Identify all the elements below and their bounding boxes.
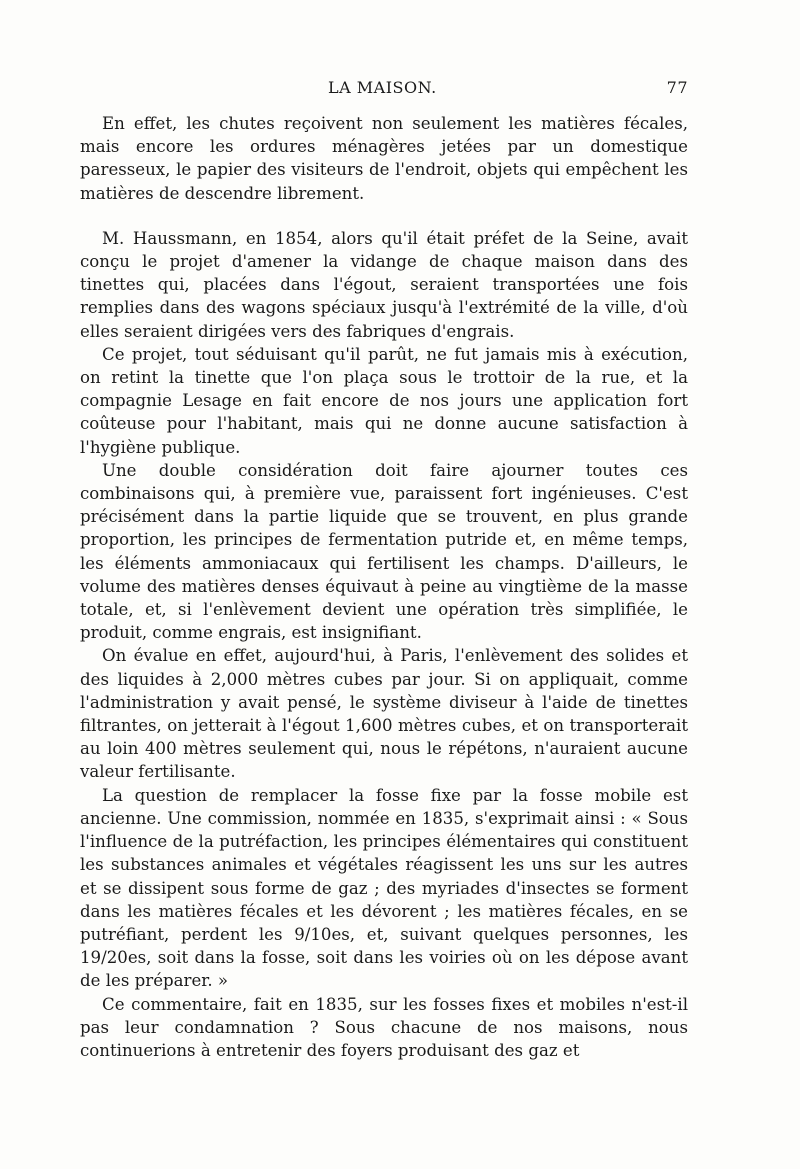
- paragraph-commission-1835: La question de remplacer la fosse fixe par la fosse mobile est ancienne. Une commission, nommée en 1835, s'exprimait ainsi : « Sous l'influence de la putréfaction, les principes élémentaires qui constituent les substances animales et végétales réagissent les uns sur les autres et se dissipent sous forme de gaz ; des myriades d'insectes se forment dans les matières fécales et les dévorent ; les matières fécales, en se putréfiant, perdent les 9/10es, et, suivant quelques personnes, les 19/20es, soit dans la fosse, soit dans les voiries où on les dépose avant de les préparer. »: [80, 785, 688, 991]
- body-text: [80, 112, 688, 1062]
- running-header: [80, 78, 688, 102]
- paragraph-commentaire: Ce commentaire, fait en 1835, sur les fosses fixes et mobiles n'est-il pas leur condamnation ? Sous chacune de nos maisons, nous continuerions à entretenir des foyers produisant des gaz et: [80, 994, 688, 1060]
- paragraph-projet: Ce projet, tout séduisant qu'il parût, ne fut jamais mis à exécution, on retint la tinette que l'on plaça sous le trottoir de la rue, et la compagnie Lesage en fait encore de nos jours une application fort coûteuse pour l'habitant, mais qui ne donne aucune satisfaction à l'hygiène publique.: [80, 344, 688, 457]
- paragraph-double-consideration: Une double considération doit faire ajourner toutes ces combinaisons qui, à première vue, paraissent fort ingénieuses. C'est précisément dans la partie liquide que se trouvent, en plus grande proportion, les principes de fermentation putride et, en même temps, les éléments ammoniacaux qui fertilisent les champs. D'ailleurs, le volume des matières denses équivaut à peine au vingtième de la masse totale, et, si l'enlèvement devient une opération très simplifiée, le produit, comme engrais, est insignifiant.: [80, 460, 688, 643]
- paragraph-evaluation: On évalue en effet, aujourd'hui, à Paris, l'enlèvement des solides et des liquides à 2,000 mètres cubes par jour. Si on appliquait, comme l'administration y avait pensé, le système diviseur à l'aide de tinettes filtrantes, on jetterait à l'égout 1,600 mètres cubes, et on transporterait au loin 400 mètres seulement qui, nous le répétons, n'auraient aucune valeur fertilisante.: [80, 646, 688, 782]
- page-number: 77: [666, 78, 688, 97]
- running-title: LA MAISON.: [328, 78, 437, 97]
- paragraph-haussmann: M. Haussmann, en 1854, alors qu'il était préfet de la Seine, avait conçu le projet d'amener la vidange de chaque maison dans des tinettes qui, placées dans l'égout, seraient transportées une fois remplies dans des wagons spéciaux jusqu'à l'extrémité de la ville, d'où elles seraient dirigées vers des fabriques d'engrais.: [80, 228, 688, 341]
- paragraph-chutes: En effet, les chutes reçoivent non seulement les matières fécales, mais encore les ordures ménagères jetées par un domestique paresseux, le papier des visiteurs de l'endroit, objets qui empêchent les matières de descendre librement.: [80, 114, 688, 203]
